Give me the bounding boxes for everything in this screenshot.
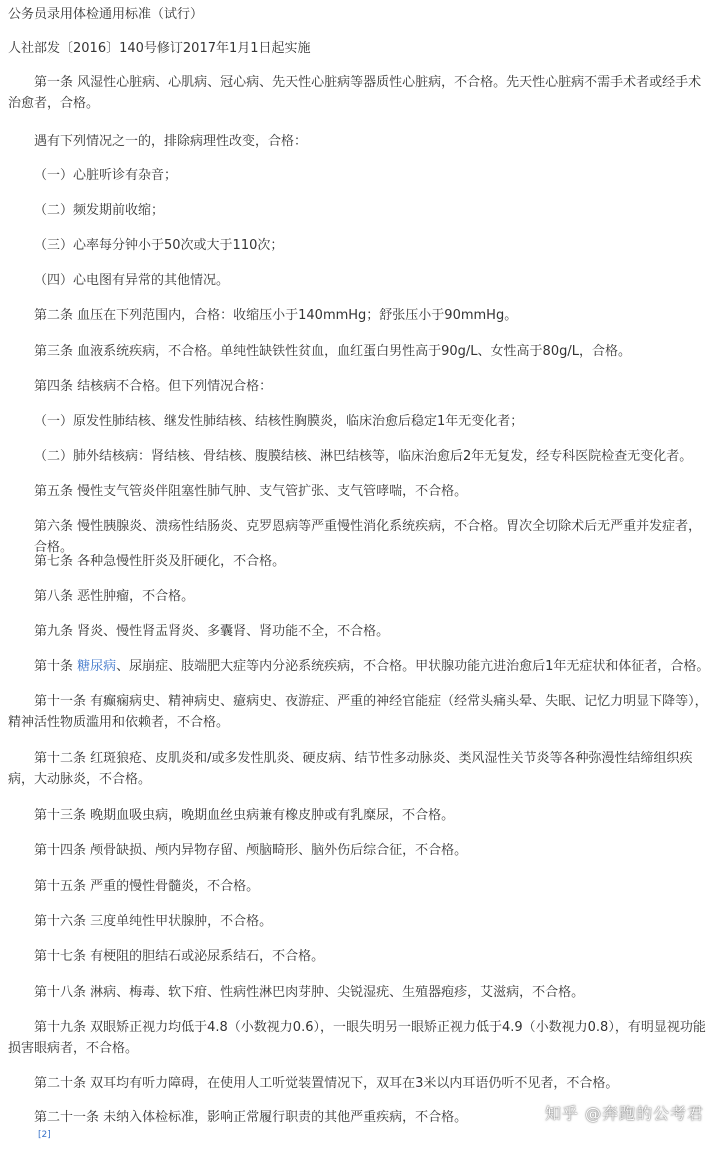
condition-item: （四）心电图有异常的其他情况。 — [34, 273, 230, 288]
condition-item: （三）心率每分钟小于50次或大于110次； — [34, 238, 284, 253]
issuer-line: 人社部发〔2016〕140号修订2017年1月1日起实施 — [8, 41, 311, 56]
article-17: 第十七条 有梗阻的胆结石或泌尿系结石，不合格。 — [34, 949, 325, 964]
article-4-item: （二）肺外结核病：肾结核、骨结核、腹膜结核、淋巴结核等，临床治愈后2年无复发，经专科医院检查无变化者。 — [34, 449, 693, 464]
article-21: 第二十一条 未纳入体检标准，影响正常履行职责的其他严重疾病，不合格。[2] — [34, 1110, 468, 1140]
diabetes-link[interactable]: 糖尿病 — [77, 659, 117, 674]
watermark: 知乎 @奔跑的公考君 — [544, 1104, 704, 1123]
condition-item: （一）心脏听诊有杂音； — [34, 168, 178, 183]
article-13: 第十三条 晚期血吸虫病，晚期血丝虫病兼有橡皮肿或有乳糜尿，不合格。 — [34, 808, 455, 823]
article-16: 第十六条 三度单纯性甲状腺肿，不合格。 — [34, 914, 273, 929]
article-8: 第八条 恶性肿瘤，不合格。 — [34, 589, 195, 604]
article-20: 第二十条 双耳均有听力障碍，在使用人工听觉装置情况下，双耳在3米以内耳语仍听不见者，不合格。 — [34, 1076, 619, 1091]
article-19: 第十九条 双眼矫正视力均低于4.8（小数视力0.6），一眼失明另一眼矫正视力低于4.9（小数视力0.8），有明显视功能损害眼病者，不合格。 — [8, 1020, 706, 1056]
article-6: 第六条 慢性胰腺炎、溃疡性结肠炎、克罗恩病等严重慢性消化系统疾病，不合格。胃次全切除术后无严重并发症者，合格。 — [34, 519, 702, 555]
article-7: 第七条 各种急慢性肝炎及肝硬化，不合格。 — [34, 554, 286, 569]
article-2: 第二条 血压在下列范围内，合格：收缩压小于140mmHg；舒张压小于90mmHg。 — [34, 308, 518, 323]
condition-item: （二）频发期前收缩； — [34, 203, 165, 218]
article-12: 第十二条 红斑狼疮、皮肌炎和/或多发性肌炎、硬皮病、结节性多动脉炎、类风湿性关节炎等各种弥漫性结缔组织疾病，大动脉炎，不合格。 — [8, 751, 693, 787]
article-10: 第十条 糖尿病、尿崩症、肢端肥大症等内分泌系统疾病，不合格。甲状腺功能亢进治愈后1年无症状和体征者，合格。 — [34, 659, 710, 674]
article-14: 第十四条 颅骨缺损、颅内异物存留、颅脑畸形、脑外伤后综合征，不合格。 — [34, 843, 468, 858]
article-4: 第四条 结核病不合格。但下列情况合格： — [34, 379, 273, 394]
article-18: 第十八条 淋病、梅毒、软下疳、性病性淋巴肉芽肿、尖锐湿疣、生殖器疱疹，艾滋病，不合格。 — [34, 985, 585, 1000]
conditions-intro: 遇有下列情况之一的，排除病理性改变，合格： — [34, 134, 308, 149]
article-1: 第一条 风湿性心脏病、心肌病、冠心病、先天性心脏病等器质性心脏病，不合格。先天性心脏病不需手术者或经手术治愈者，合格。 — [8, 75, 702, 111]
article-9: 第九条 肾炎、慢性肾盂肾炎、多囊肾、肾功能不全，不合格。 — [34, 624, 390, 639]
reference-link[interactable]: [2] — [38, 1129, 51, 1140]
article-4-item: （一）原发性肺结核、继发性肺结核、结核性胸膜炎，临床治愈后稳定1年无变化者； — [34, 414, 524, 429]
article-15: 第十五条 严重的慢性骨髓炎，不合格。 — [34, 879, 260, 894]
article-5: 第五条 慢性支气管炎伴阻塞性肺气肿、支气管扩张、支气管哮喘，不合格。 — [34, 484, 468, 499]
article-3: 第三条 血液系统疾病，不合格。单纯性缺铁性贫血，血红蛋白男性高于90g/L、女性高于80g/L，合格。 — [34, 344, 631, 359]
doc-title: 公务员录用体检通用标准（试行） — [8, 7, 204, 22]
article-11: 第十一条 有癫痫病史、精神病史、癔病史、夜游症、严重的神经官能症（经常头痛头晕、失眠、记忆力明显下降等），精神活性物质滥用和依赖者，不合格。 — [8, 694, 708, 730]
